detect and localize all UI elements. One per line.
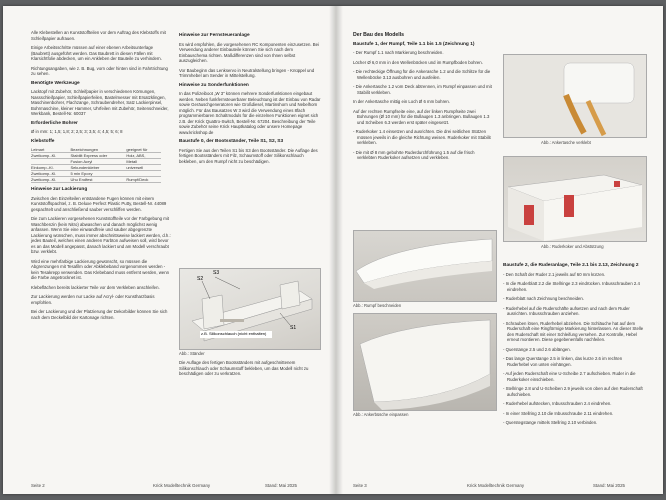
- rc-paragraph-1: Es wird empfohlen, die vorgesehenen RC Komponenten einzusetzen. Bei Verwendung anderer Einbauteile können Sie sich nach dem Einbauschema richten. Maßdifferenzen sind von Ihnen selbst auszugleichen.: [179, 41, 319, 63]
- label-s3: S3: [213, 270, 220, 276]
- anchor-pocket-photo: [503, 54, 647, 138]
- stand-caption: Abb.: Ständer: [179, 351, 205, 356]
- table-cell: Bezeichnungen: [70, 147, 126, 153]
- special-functions-paragraph: In das Polizeiboot „W 3" können mehrere Sonderfunktionen eingebaut werden. Neben funkfernsteuerbarer Beleuchtung ist der Einbau von Radar sowie Geräuschgeneratoren wie Großdiesel, Martinshorn und Nebelhorn möglich. Für das Bausatzes W 3 wird die Verwendung eines 8fach programmierbaren Schaltmoduls für die einzelnen Funktionen eignet sich z.B. der Krick Quattro-Switch, Bestell-Nr. 67204. Beschreibung der Teile sowie Zubehör seine Krick Hauptkatalog oder unsere Homepage www.krickshop.de: [179, 91, 321, 135]
- rudder-bullet-12: - Querstegstange mittels Stellring 2.10 verbinden.: [503, 420, 598, 425]
- rudder-bullet-3: - Ruderblatt nach Zeichnung beschneiden.: [503, 296, 584, 301]
- booklet-spread: [3, 6, 663, 494]
- hull-bullet-8: - Die mit Ø 8 mm gebohrte Ruderdurchführung 1.5 auf die frisch verklebten Ruderkoker aufsetzen und verkleben.: [353, 149, 475, 160]
- table-cell: Stabilit Express oder: [70, 153, 126, 159]
- hull-bullet-7: - Ruderkoker 1.4 einsetzen und ausrichten. Die drei seitlichen Stützen müssen jeweils in die gleiche Richtung weisen. Ruderkoker mit Stabilit verkleben.: [353, 129, 491, 145]
- right-page-column-3: [353, 30, 495, 165]
- table-row: [31, 165, 161, 171]
- left-footer-date: Stand: Mai 2025: [265, 483, 297, 488]
- hull-heading: Baustufe 1, der Rumpf, Teile 1.1 bis 1.5 (Zeichnung 1): [353, 41, 475, 47]
- hull-caption: Abb.: Rumpf beschneiden: [353, 303, 402, 308]
- table-cell: Einkomp.-Kl.: [31, 165, 70, 171]
- tools-heading: Benötigte Werkzeuge: [31, 80, 80, 86]
- stand-paragraph: Fertigen Sie aus den Teilen S1 bis S3 den Bootsständer. Die Auflage des fertigen Bootsständers mit Filz, Schaumstoff oder Silikonschlauch bekleben, um den Rumpf nicht zu beschädigen.: [179, 147, 318, 164]
- right-footer-date: Stand: Mai 2025: [593, 483, 625, 488]
- rudder-bullet-2: - In die Ruderblatt 2.2 die Stellringe 2.3 eindrücken. Inbusschrauben 2.4 eindrehen.: [503, 281, 640, 292]
- rc-heading: Hinweise zur Fernsteueranlage: [179, 33, 250, 38]
- table-cell: Metall: [126, 159, 161, 165]
- silicone-note: z.B. Silikonschlauch (nicht enthalten): [200, 331, 272, 338]
- table-cell: Fusion Acryl: [70, 159, 126, 165]
- hull-illustration: [354, 231, 496, 301]
- label-s2: S2: [197, 276, 204, 282]
- intro-paragraph-2: Einige Arbeitsschritte müssen auf einer ebenen Arbeitsunterlage (Baubrett) ausgeführt werden. Das Baubrett in diesen Fällen mit Klarsichtfolie abdecken, um ein Ankleben der Bauteile zu verhindern.: [31, 45, 162, 61]
- table-cell: geeignet für: [126, 147, 161, 153]
- rudder-tube-illustration: [504, 157, 646, 241]
- rudder-tube-photo: [503, 156, 647, 242]
- table-cell: Zweikomp.-Kl.: [31, 153, 70, 159]
- hull-bullet-2: Löcher Ø 6,0 mm in den Wellenböcken und im Rumpfboden bohren.: [353, 59, 483, 65]
- anchor-pocket-illustration: [504, 55, 646, 137]
- right-page-column-4: [503, 260, 645, 430]
- section-title: Der Bau des Modells: [353, 32, 405, 38]
- hull-photo: [353, 230, 497, 302]
- rudder-bullet-9: - Stellringe 2.8 und U-Scheiben 2.9 jeweils von oben auf den Ruderschaft aufschieben.: [503, 386, 643, 397]
- left-page-column-2: [179, 30, 321, 168]
- rudder-bullet-8: - Auf jeden Ruderschaft eine U-Scheibe 2.7 aufschieben. Ruder in die Ruderkoker einschieben.: [503, 371, 636, 382]
- rudder-tube-caption: Abb.: Ruderkoker und Abstützung: [541, 244, 604, 249]
- tools-text: Lacktopf mit Zubehör, Schleifpapier in verschiedenen Körnungen, Nassschleifpapier, Schleifpapierfeilen, Bastelmesser mit Ersatzklingen, Maschinenbohrer, Flachzange, Schraubendreher, Satz Lackierpinsel, Bohrmaschine, kleiner Hammer, Uhrfeilen mit Zubehör, Seitenschneider, Werkbank, Bestell-Nr. 60037: [31, 89, 169, 116]
- stand-paragraph-2: [179, 360, 321, 381]
- paint-paragraph-5: Zur Lackierung werden nur Lacke auf Acryl- oder Kunstharzbasis empfohlen.: [31, 294, 155, 305]
- table-cell: Sekundenkleber: [70, 165, 126, 171]
- rudder-heading: Baustufe 2, die Ruderanlage, Teile 2.1 bis 2.13, Zeichnung 2: [503, 263, 639, 268]
- anchor-photo: [353, 313, 497, 411]
- stand-text-2: Die Auflage des fertigen Bootsständers mit aufgeschnittenem Silikonschlauch oder Schaumstoff bekleben, um das Modell nicht zu beschädigen oder zu verkratzen.: [179, 360, 309, 376]
- paint-paragraph-4: Klebeflächen bereits lackierter Teile vor dem Verkleben anschleifen.: [31, 284, 160, 290]
- paint-paragraph-1: Zwischen den Einzelteilen entstandene Fugen können mit einem Kunststoffspachtel, z. B. Deluxe Perfect Plastic Putty, Bestell-Nr. 44089 gespachtelt und anschließend sauber verschliffen werden.: [31, 195, 167, 212]
- rudder-bullet-5: - Schrauben lösen, Ruderhebel abziehen. Die Schläuche hat auf dem Ruderschaft eine Ringförmige Markierung hinterlassen. An dieser Stelle den Ruderschaft mit einer Schleifung versehen. Zur Kontrolle, Hebel erneut montieren. Diese gegebenenfalls nachfeilen.: [503, 320, 644, 342]
- paint-heading: Hinweise zur Lackierung: [31, 187, 88, 192]
- page-gutter: [329, 6, 343, 494]
- rudder-bullet-6: - Querstange 2.5 und 2.6 ablängen.: [503, 346, 571, 352]
- glue-table: [31, 147, 161, 183]
- drills-text: Ø in mm: 1; 1,5; 1,8; 2; 2,5; 3; 3,5; 4; 4,5; 5; 6; 8: [31, 129, 123, 134]
- table-cell: universell: [126, 165, 161, 171]
- rudder-bullet-11: - In einer Stellring 2.10 die Inbusschraube 2.11 eindrehen.: [503, 410, 614, 416]
- table-cell: Uhu Endfest: [70, 177, 126, 183]
- table-cell: Zweikomp.-Kl.: [31, 171, 70, 177]
- right-footer-company: Krick Modelltechnik Germany: [467, 483, 525, 488]
- special-functions-heading: Hinweise zu Sonderfunktionen: [179, 82, 249, 88]
- paint-paragraph-2: Die zum Lackieren vorgesehenen Kunststoffteile vor der Farbgebung mit Waschbenzin (kein Nitro) abwaschen und danach möglichst wenig anfassen. Wenn Sie eine einwandfreie und sauber abgegrenzte Lackierung wünschen, muss immer abschnittsweise lackiert werden, d.h.: jedes Bauteil, welches einen anderen Farbton aufweisen soll, wird bevor es an das Modell angepasst, danach lackiert und am Modell verschraubt bzw. verklebt.: [31, 216, 171, 254]
- rc-paragraph-2: Vor Baubeginn das Lenkservo in Neutralstellung bringen - Knüppel und Trimmhebel am Sender in Mittelstellung.: [179, 67, 315, 78]
- right-footer-page: Seite 3: [353, 483, 367, 488]
- drills-heading: Erforderliche Bohrer: [31, 120, 78, 126]
- intro-paragraph-3: Richtungsangaben, wie z. B. Bug, vorn oder hinten sind in Fahrtrichtung zu sehen.: [31, 65, 168, 76]
- paint-paragraph-3: Wird eine mehrfarbige Lackierung gewünscht, so müssen die Abgrenzungen mit Tesafilm oder Abklebeband vorgenommen werden - kein Tesakrepp verwenden. Das Klebeband muss entfernt werden, wenn die Farbe angetrocknet ist.: [31, 258, 169, 280]
- table-row: [31, 177, 161, 183]
- left-footer-company: Krick Modelltechnik Germany: [153, 483, 211, 488]
- rudder-bullet-7: - Das lange Querstange 2.5 in linken, das kurze 2.6 im rechten Ruderhebel von unten einhängen.: [503, 356, 623, 367]
- left-footer-page: Seite 2: [31, 483, 45, 488]
- hull-bullet-4: - Die Ankertasche 1.2 vom Deck abtrennen, im Rumpf einpassen und mit Stabilit verkleben.: [353, 84, 492, 95]
- table-cell: 5 min Epoxy: [70, 171, 126, 177]
- table-row: [31, 153, 161, 159]
- stand-heading: Baustufe 0, der Bootsständer, Teile S1, S2, S3: [179, 139, 284, 144]
- glue-heading: Klebstoffe: [31, 138, 55, 144]
- anchor-caption: Abb.: Ankerbüsche einpassen: [353, 412, 409, 417]
- rudder-bullet-10: - Ruderhebel aufstecken, Inbusschrauben 2.4 eindrehen.: [503, 401, 612, 406]
- table-cell: Leimart: [31, 147, 70, 153]
- left-page-column-1: [31, 30, 171, 324]
- table-cell: Zweikomp.-Kl.: [31, 177, 70, 183]
- hull-bow-illustration: [354, 314, 496, 410]
- hull-bullet-6: Auf der rechten Rumpfseite eine, auf der linken Rumpfseite zwei Bohrungen (Ø 10 mm) für die Bullaugen 1.3 anbringen. Bullaugen 1.3 und Scheiben 6.3 werden erst später eingesetzt.: [353, 108, 490, 125]
- paint-paragraph-6: Bei der Lackierung und der Platzierung der Dekorbilder können Sie sich nach dem Deckelbild der Kartonage richten.: [31, 309, 168, 320]
- hull-bullet-3: - Die rechteckige Öffnung für die Ankerasche 1.2 und die Schlitze für die Wellenböcke 3.13 ausbohren und ausfeilen.: [353, 69, 491, 80]
- anchor-pocket-caption: Abb.: Ankertasche verklebt: [541, 140, 591, 145]
- rudder-bullet-1: - Den Schaft der Ruder 2.1 jeweils auf 60 mm kürzen.: [503, 271, 606, 277]
- table-cell: Holz, ABS,: [126, 153, 161, 159]
- hull-bullet-1: - Der Rumpf 1.1 nach Markierung beschneiden.: [353, 50, 444, 55]
- rudder-bullet-4: - Ruderhebel auf die Ruderschäfte aufsetzen und nach dem Ruder ausrichten. Inbusschrauben anziehen.: [503, 305, 630, 316]
- hull-bullet-5: In der Ankertasche mittig ein Loch Ø 6 mm bohren.: [353, 99, 450, 104]
- intro-paragraph-1: Alle Klebestellen an Kunststoffteilen vor dem Auftrag des Klebstoffs mit Schleifpapier aufrauen.: [31, 30, 166, 41]
- table-cell: Rumpf/Deck: [126, 177, 161, 183]
- label-s1: S1: [290, 325, 297, 331]
- stand-photo: [179, 268, 321, 350]
